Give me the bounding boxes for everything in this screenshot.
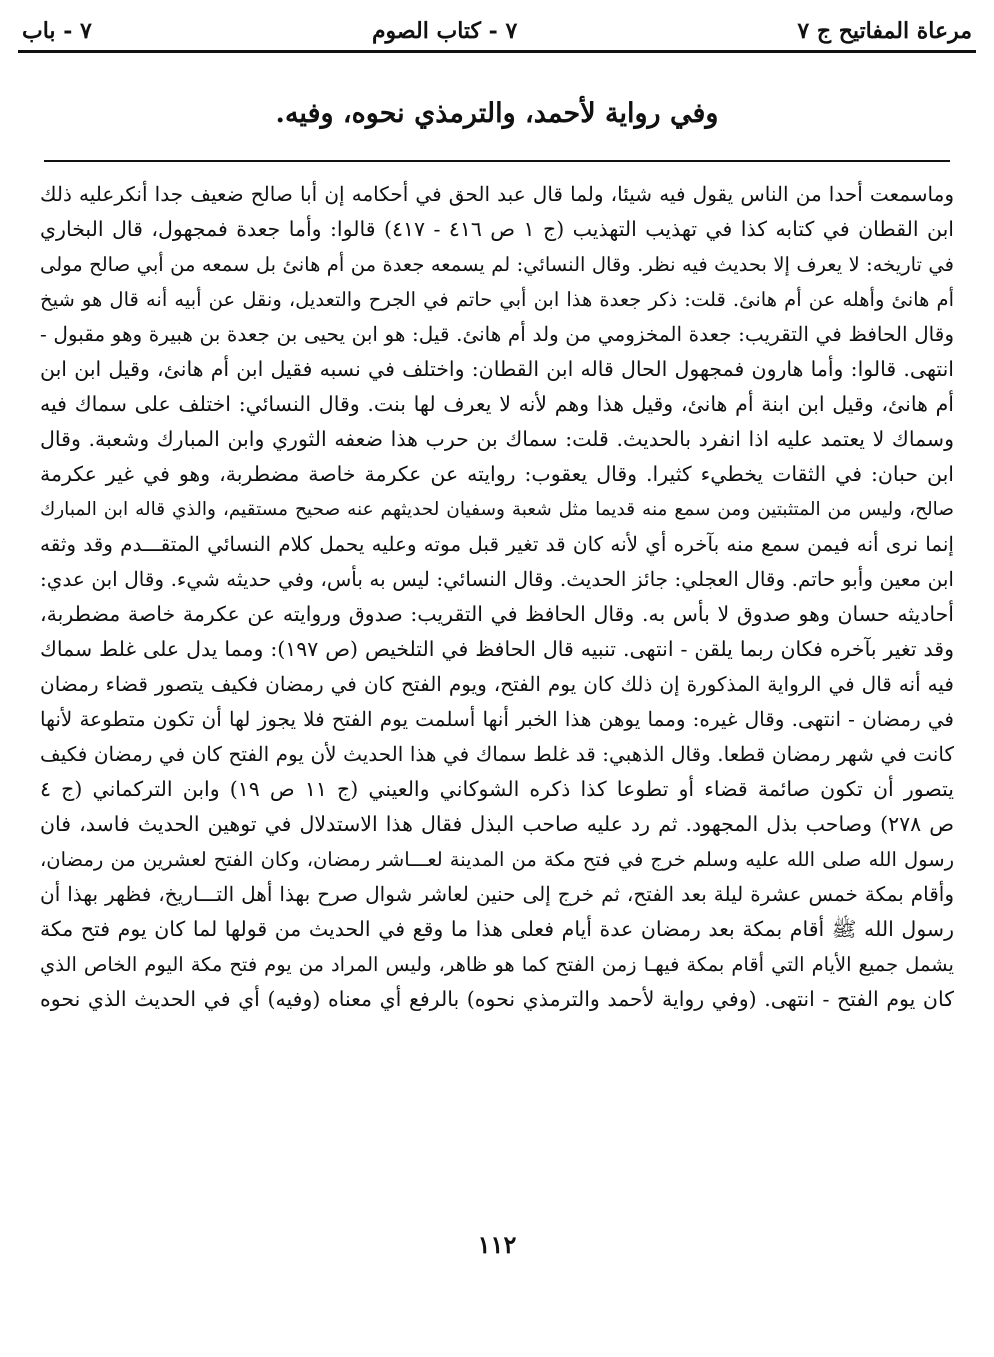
commentary-line: كانت في شهر رمضان قطعا. وقال الذهبي: قد غلط سماك في هذا الحديث لأن يوم الفتح كان في رمضان فكيف xyxy=(40,742,954,766)
commentary-line: يشمل جميع الأيام التي أقام بمكة فيهـا زمن الفتح كما هو ظاهر، وليس المراد من يوم فتح مكة اليوم الخاص الذي xyxy=(40,953,954,976)
header-divider xyxy=(18,50,976,53)
commentary-line: رسول الله ﷺ أقام بمكة بعد رمضان عدة أيام فعلى هذا ما وقع في الحديث من قولها لما كان يوم فتح مكة xyxy=(40,917,954,941)
commentary-line: رسول الله صلى الله عليه وسلم خرج في فتح مكة من المدينة لعـــاشر رمضان، وكان الفتح لعشرين من رمضان، xyxy=(40,848,954,871)
commentary-line: وأقام بمكة خمس عشرة ليلة بعد الفتح، ثم خرج إلى حنين لعاشر شوال صرح بهذا أهل التـــاريخ، فظهر بهذا أن xyxy=(40,882,954,906)
hadith-heading: وفي رواية لأحمد، والترمذي نحوه، وفيه. xyxy=(275,98,719,129)
commentary-line: وماسمعت أحدا من الناس يقول فيه شيئا، ولما قال عبد الحق في أحكامه إن أبا صالح ضعيف جدا أنكرعليه ذلك xyxy=(40,182,954,206)
commentary-text xyxy=(40,177,954,1227)
commentary-line: وسماك لا يعتمد عليه اذا انفرد بالحديث. قلت: سماك بن حرب هذا ضعفه الثوري وابن المبارك وشعبة. وقال xyxy=(40,427,954,451)
commentary-line: في رمضان - انتهى. وقال غيره: ومما يوهن هذا الخبر أنها أسلمت يوم الفتح فلا يجوز لها أن تكون متطوعة لأنها xyxy=(40,707,954,731)
commentary-line: أحاديثه حسان وهو صدوق لا بأس به. وقال الحافظ في التقريب: صدوق وروايته عن عكرمة خاصة مضطربة، xyxy=(40,602,954,626)
running-header xyxy=(22,14,972,48)
commentary-line: في تاريخه: لا يعرف إلا بحديث فيه نظر. وقال النسائي: لم يسمعه جعدة من أم هانئ بل سمعه من أبي صالح مولى xyxy=(40,253,954,276)
book-title: مرعاة المفاتيح ج ٧ xyxy=(797,18,972,44)
commentary-line: أم هانئ، وقيل ابن ابنة أم هانئ، وقيل هذا وهم لأنه لا يعرف لها بنت. وقال النسائي: اختلف على سماك فيه xyxy=(40,392,954,416)
commentary-line: كان يوم الفتح - انتهى. (وفي رواية لأحمد والترمذي نحوه) بالرفع أي معناه (وفيه) أي في الحديث الذي نحوه xyxy=(40,987,954,1011)
section-title: ٧ - باب xyxy=(22,18,92,44)
commentary-line: صالح، وليس من المتثبتين ومن سمع منه قديما مثل شعبة وسفيان لحديثهم عنه صحيح مستقيم، والذي قاله ابن المبارك xyxy=(40,499,954,520)
commentary-line: انتهى. قالوا: وأما هارون فمجهول الحال قاله ابن القطان: واختلف في نسبه فقيل ابن أم هانئ، وقيل ابن ابن xyxy=(40,357,954,381)
commentary-line: وقد تغير بآخره فكان ربما يلقن - انتهى. تنبيه قال الحافظ في التلخيص (ص ١٩٧): ومما يدل على غلط سماك xyxy=(40,637,954,661)
commentary-line: ابن معين وأبو حاتم. وقال العجلي: جائز الحديث. وقال النسائي: ليس به بأس، وفي حديثه شيء. وقال ابن عدي: xyxy=(40,567,954,591)
commentary-line: أم هانئ وأهله عن أم هانئ. قلت: ذكر جعدة هذا ابن أبي حاتم في الجرح والتعديل، ونقل عن أبيه أنه قال هو شيخ xyxy=(40,288,954,311)
chapter-title: ٧ - كتاب الصوم xyxy=(371,18,518,44)
commentary-line: فيه أنه قال في الرواية المذكورة إن ذلك كان يوم الفتح، ويوم الفتح كان في رمضان فكيف يتصور قضاء رمضان xyxy=(40,672,954,696)
commentary-line: ص ٢٧٨) وصاحب بذل المجهود. ثم رد عليه صاحب البذل فقال هذا الاستدلال في توهين الحديث فاسد، فان xyxy=(40,812,954,836)
commentary-line: ابن القطان في كتابه كذا في تهذيب التهذيب (ج ١ ص ٤١٦ - ٤١٧) قالوا: وأما جعدة فمجهول، قال البخاري xyxy=(40,217,954,241)
commentary-line: ابن حبان: في الثقات يخطيء كثيرا. وقال يعقوب: روايته عن عكرمة خاصة مضطربة، وهو في غير عكرمة xyxy=(40,462,954,486)
page-number: ١١٢ xyxy=(477,1230,517,1259)
commentary-line: إنما نرى أنه فيمن سمع منه بآخره أي لأنه كان قد تغير قبل موته وعليه يحمل كلام النسائي المتقـــدم وقد وثقه xyxy=(40,532,954,556)
commentary-line: يتصور أن تكون صائمة قضاء أو تطوعا كذا ذكره الشوكاني والعيني (ج ١١ ص ١٩) وابن التركماني (ج ٤ xyxy=(40,777,954,801)
commentary-line: وقال الحافظ في التقريب: جعدة المخزومي من ولد أم هانئ. قيل: هو ابن يحيى بن جعدة بن هبيرة وهو مقبول - xyxy=(40,322,954,346)
commentary-divider xyxy=(44,160,950,162)
